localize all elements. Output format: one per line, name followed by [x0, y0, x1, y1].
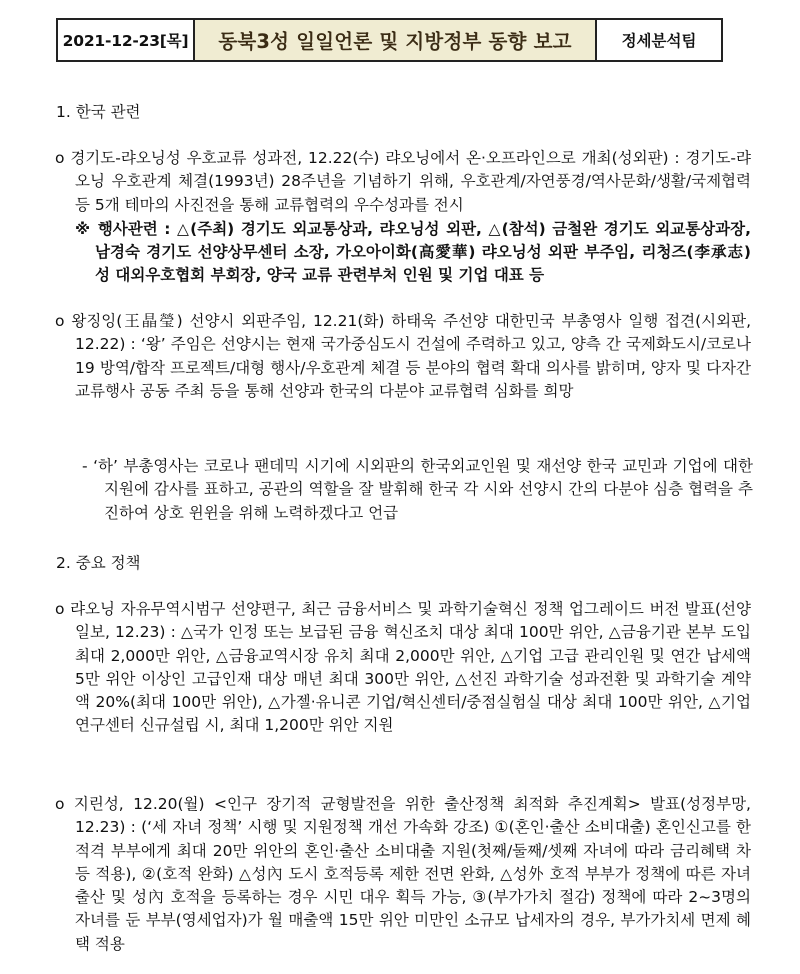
report-team: 정세분석팀 [621, 32, 697, 50]
section-heading-policy: 2. 중요 정책 [56, 554, 141, 572]
list-item: o 왕징잉(王晶瑩) 선양시 외판주임, 12.21(화) 하태욱 주선양 대한민국 부총영사 일행 접견(시외판, 12.22) : ‘왕’ 주임은 선양시는 현재 국가중심도시 건설에 주력하고 있고, 양측 간 국제화도시/코로나19 방역/합작 프로젝트/대형 행사/우호관계 체결 등 분야의 협력 확대 의사를 밝히며, 양자 및 다자간 교류행사 공동 주최 등을 통해 선양과 한국의 다분야 교류협력 심화를 희망 [55, 312, 751, 400]
list-item: o 지린성, 12.20(월) <인구 장기적 균형발전을 위한 출산정책 최적화 추진계획> 발표(성정부망, 12.23) : (‘세 자녀 정책’ 시행 및 지원정책 개선 가속화 강조) ①(혼인·출산 소비대출) 혼인신고를 한 적격 부부에게 최대 20만 위안의 혼인·출산 소비대출 지원(첫째/둘째/셋째 자녀에 따라 금리혜택 차등 적용), ②(호적 완화) △성內 도시 호적등록 제한 전면 완화, △성外 호적 부부가 정책에 따른 자녀출산 및 성內 호적을 등록하는 경우 시민 대우 획득 가능, ③(부가가치 절감) 정책에 따라 2~3명의 자녀를 둔 부부(영세업자)가 월 매출액 15만 위안 미만인 소규모 납세자의 경우, 부가가치세 면제 혜택 적용 [55, 795, 751, 953]
sub-list-item: - ‘하’ 부총영사는 코로나 팬데믹 시기에 시외판의 한국외교인원 및 재선양 한국 교민과 기업에 대한 지원에 감사를 표하고, 공관의 역할을 잘 발휘해 한국 각 시와 선양시 간의 다분야 심층 협력을 추진하여 상호 윈윈을 위해 노력하겠다고 언급 [82, 457, 753, 522]
list-item: o 랴오닝 자유무역시범구 선양편구, 최근 금융서비스 및 과학기술혁신 정책 업그레이드 버전 발표(선양일보, 12.23) : △국가 인정 또는 보급된 금융 혁신조치 대상 최대 100만 위안, △금융기관 본부 도입 최대 2,000만 위안, △금융교역시장 유치 최대 2,000만 위안, △기업 고급 관리인원 및 연간 납세액 5만 위안 이상인 고급인재 대상 매년 최대 300만 위안, △선진 과학기술 성과전환 및 과학기술 계약액 20%(최대 100만 위안), △가젤·유니콘 기업/혁신센터/중점실험실 대상 최대 100만 위안, △기업연구센터 신규설립 시, 최대 1,200만 위안 지원 [55, 600, 751, 735]
note-item: ※ 행사관련 : △(주최) 경기도 외교통상과, 랴오닝성 외판, △(참석) 금철완 경기도 외교통상과장, 남경숙 경기도 선양상무센터 소장, 가오아이화(高愛華) 랴오닝성 외판 부주임, 리청즈(李承志) 성 대외우호협회 부회장, 양국 교류 관련부처 인원 및 기업 대표 등 [75, 220, 751, 284]
section-heading-korea: 1. 한국 관련 [56, 103, 141, 121]
report-title: 동북3성 일일언론 및 지방정부 동향 보고 [195, 20, 597, 60]
report-header [56, 18, 723, 62]
list-item: o 경기도-랴오닝성 우호교류 성과전, 12.22(수) 랴오닝에서 온·오프라인으로 개최(성외판) : 경기도-랴오닝 우호관계 체결(1993년) 28주년을 기념하기 위해, 우호관계/자연풍경/역사문화/생활/국제협력 등 5개 테마의 사진전을 통해 교류협력의 우수성과를 전시 [55, 149, 751, 214]
report-date: 2021-12-23[목] [58, 20, 195, 60]
